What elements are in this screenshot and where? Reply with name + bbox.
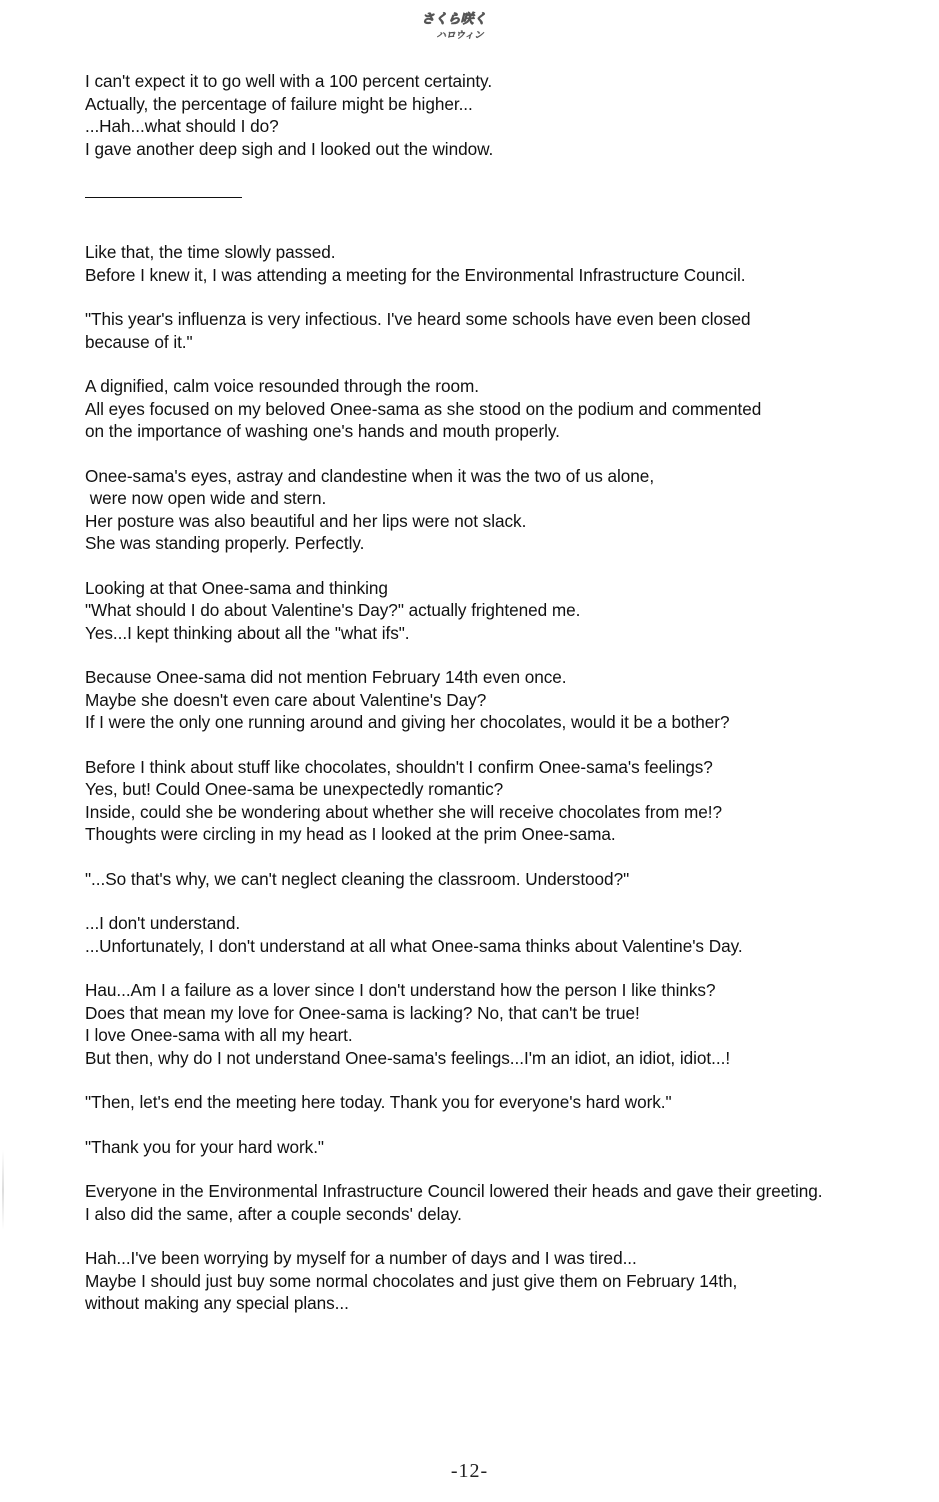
text-line: Her posture was also beautiful and her lips were not slack. [85, 510, 527, 531]
logo-title-line: さくら咲く [421, 12, 487, 27]
text-line: Like that, the time slowly passed. [85, 242, 336, 262]
scan-edge-mark [2, 1150, 4, 1230]
logo-subtitle-line: ハロウィン [436, 30, 484, 41]
text-line: Inside, could she be wondering about whether she will receive chocolates from me!? [85, 801, 722, 822]
text-line: All eyes focused on my beloved Onee-sama as she stood on the podium and commented [85, 398, 762, 419]
paragraph [85, 465, 915, 555]
paragraph [85, 308, 915, 353]
text-line: Yes, but! Could Onee-sama be unexpectedly romantic? [85, 779, 504, 799]
text-line: Because Onee-sama did not mention February 14th even once. [85, 667, 567, 687]
text-line: ...I don't understand. [85, 913, 241, 933]
text-line: Hah...I've been worrying by myself for a number of days and I was tired... [85, 1248, 637, 1268]
paragraph [85, 979, 915, 1069]
paragraph [85, 1247, 915, 1315]
text-line: I love Onee-sama with all my heart. [85, 1025, 353, 1045]
text-line: without making any special plans... [85, 1293, 349, 1313]
text-line: Thoughts were circling in my head as I looked at the prim Onee-sama. [85, 824, 616, 844]
text-line: I gave another deep sigh and I looked out the window. [85, 138, 494, 159]
paragraph [85, 1091, 915, 1114]
paragraph [85, 666, 915, 734]
text-line: She was standing properly. Perfectly. [85, 533, 365, 553]
text-line: "Then, let's end the meeting here today. Thank you for everyone's hard work." [85, 1092, 672, 1112]
text-line: I can't expect it to go well with a 100 percent certainty. [85, 71, 493, 91]
paragraph [85, 70, 915, 160]
paragraph [85, 868, 915, 891]
paragraph [85, 241, 915, 286]
text-line: If I were the only one running around and giving her chocolates, would it be a bother? [85, 712, 730, 732]
text-line: "...So that's why, we can't neglect cleaning the classroom. Understood?" [85, 868, 630, 889]
text-line: Yes...I kept thinking about all the "what ifs". [85, 622, 410, 643]
text-line: Before I knew it, I was attending a meeting for the Environmental Infrastructure Council. [85, 264, 746, 285]
series-logo-icon [404, 8, 504, 42]
text-line: Onee-sama's eyes, astray and clandestine when it was the two of us alone, [85, 465, 655, 486]
text-line: ...Unfortunately, I don't understand at all what Onee-sama thinks about Valentine's Day. [85, 935, 743, 956]
text-line: Maybe she doesn't even care about Valentine's Day? [85, 689, 487, 710]
opening-section [85, 70, 915, 160]
text-line: were now open wide and stern. [85, 488, 327, 508]
scene-divider [85, 197, 242, 198]
text-line: Maybe I should just buy some normal chocolates and just give them on February 14th, [85, 1270, 738, 1291]
text-line: Looking at that Onee-sama and thinking [85, 577, 388, 598]
text-line: Does that mean my love for Onee-sama is lacking? No, that can't be true! [85, 1002, 640, 1023]
text-line: Before I think about stuff like chocolates, shouldn't I confirm Onee-sama's feelings? [85, 756, 713, 777]
text-line: But then, why do I not understand Onee-sama's feelings...I'm an idiot, an idiot, idiot...! [85, 1047, 731, 1068]
text-line: because of it." [85, 331, 193, 352]
paragraph [85, 375, 915, 443]
text-line: A dignified, calm voice resounded through the room. [85, 376, 479, 396]
paragraph [85, 912, 915, 957]
text-line: Actually, the percentage of failure might be higher... [85, 93, 473, 114]
page-number: -12- [450, 1460, 489, 1482]
text-line: "Thank you for your hard work." [85, 1136, 324, 1157]
text-line: "What should I do about Valentine's Day?" actually frightened me. [85, 600, 581, 620]
paragraph [85, 1180, 915, 1225]
main-section [85, 241, 915, 1315]
paragraph [85, 756, 915, 846]
text-line: Everyone in the Environmental Infrastructure Council lowered their heads and gave their greeting. [85, 1181, 823, 1201]
paragraph [85, 577, 915, 645]
text-line: "This year's influenza is very infectious. I've heard some schools have even been closed [85, 309, 751, 329]
page-body [85, 70, 915, 1315]
series-logo [404, 8, 504, 42]
text-line: on the importance of washing one's hands and mouth properly. [85, 421, 560, 441]
text-line: I also did the same, after a couple seconds' delay. [85, 1203, 462, 1224]
text-line: Hau...Am I a failure as a lover since I don't understand how the person I like thinks? [85, 980, 716, 1000]
text-line: ...Hah...what should I do? [85, 116, 279, 136]
paragraph [85, 1136, 915, 1159]
